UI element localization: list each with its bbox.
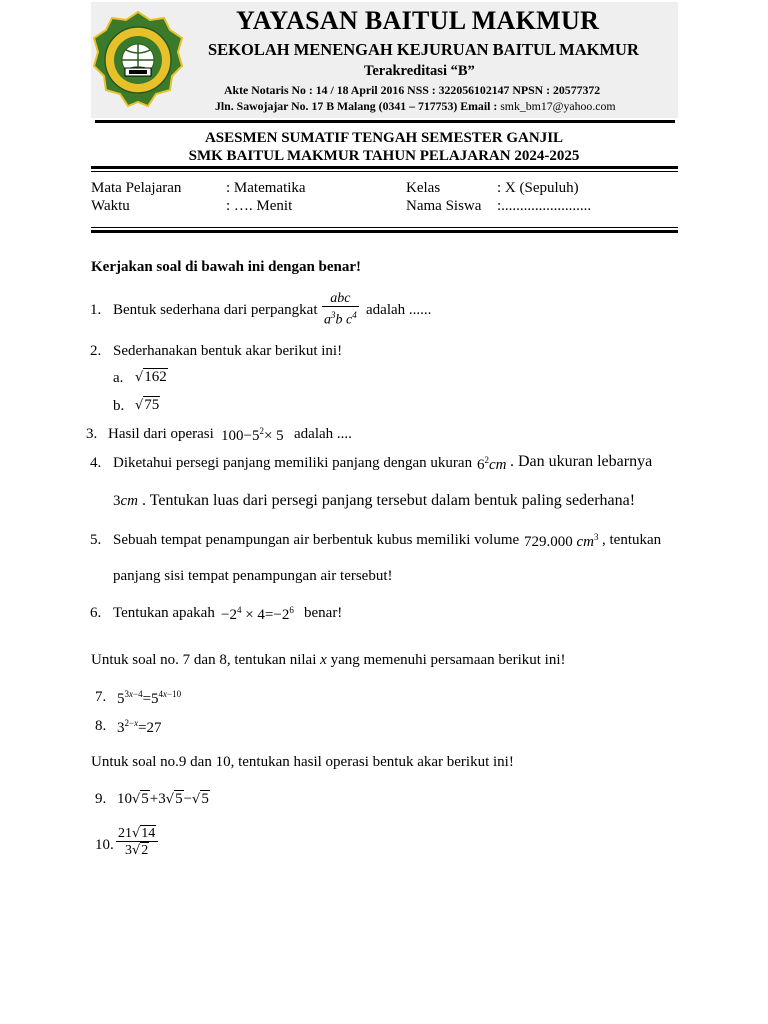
nama-value: :........................ (497, 198, 592, 214)
q8-expr: $3^{2-x}=27$ (117, 718, 162, 736)
divider (91, 230, 678, 233)
q3-after: adalah .... (294, 426, 352, 442)
divider (91, 166, 678, 169)
group78-text (91, 652, 566, 669)
q4-line2: . Tentukan luas dari persegi panjang tersebut dalam bentuk paling sederhana! (142, 492, 636, 509)
q4-after: . Dan ukuran lebarnya (510, 453, 653, 470)
q2b-radicand: 75 (144, 397, 160, 413)
foundation-name: YAYASAN BAITUL MAKMUR (236, 6, 600, 35)
exam-title: ASESMEN SUMATIF TENGAH SEMESTER GANJIL (204, 130, 564, 146)
q5-text: Sebuah tempat penampungan air berbentuk kubus memiliki volume (113, 532, 520, 548)
q4-text: Diketahui persegi panjang memiliki panjang dengan ukuran (113, 455, 473, 471)
q1-number: 1. (90, 302, 102, 318)
group78-lead: Untuk soal no. 7 dan 8, tentukan nilai (91, 652, 317, 668)
q9-number: 9. (95, 791, 107, 807)
group78-tail: yang memenuhi persamaan berikut ini! (330, 652, 566, 668)
q3-expr: $100-5^2\times 5$ (221, 426, 284, 444)
q9-expr: 10√5+3√5−√5 (117, 791, 209, 807)
q7-expr: $5^{3x-4}=5^{4x-10}$ (117, 689, 182, 707)
q4-width: 3cm (113, 493, 138, 509)
letterhead-rule (95, 120, 675, 123)
kelas-value: : X (Sepuluh) (497, 180, 579, 196)
q2b-expr: √75 (135, 397, 160, 413)
q2a-label: a. (113, 370, 124, 386)
q5-after: , tentukan (602, 532, 662, 548)
q2a-expr: √162 (135, 369, 167, 385)
q1-after: adalah ...... (366, 302, 432, 318)
divider (91, 171, 678, 172)
q10-numerator: 21√14 (116, 826, 158, 842)
q1-numerator: abc (322, 291, 359, 307)
q10-number: 10. (95, 837, 114, 853)
q1-fraction (322, 291, 359, 329)
q1-text: Bentuk sederhana dari perpangkat (113, 302, 318, 318)
q10-denominator: 3√2 (125, 843, 149, 858)
q6-expr: $-2^4 \times 4=-2^6$ (221, 605, 294, 623)
variable-x: x (320, 652, 327, 668)
q3-text: Hasil dari operasi (108, 426, 214, 442)
email-text: smk_bm17@yahoo.com (500, 99, 616, 113)
exam-subtitle: SMK BAITUL MAKMUR TAHUN PELAJARAN 2024-2025 (188, 148, 580, 164)
address-text: Jln. Sawojajar No. 17 B Malang (0341 – 717753) Email : (215, 99, 501, 113)
registration-line: Akte Notaris No : 14 / 18 April 2016 NSS : 322056102147 NPSN : 20577372 (224, 83, 601, 97)
q5-number: 5. (90, 532, 102, 548)
q3-number: 3. (86, 426, 98, 442)
divider (91, 227, 678, 228)
q5-volume-value: 729.000 (524, 534, 573, 550)
q2a-radicand: 162 (144, 369, 167, 385)
q8-number: 8. (95, 718, 107, 734)
school-name: SEKOLAH MENENGAH KEJURUAN BAITUL MAKMUR (208, 40, 639, 59)
group910-text: Untuk soal no.9 dan 10, tentukan hasil operasi bentuk akar berikut ini! (91, 754, 514, 770)
q7-number: 7. (95, 689, 107, 705)
address-line (215, 99, 616, 114)
q2b-label: b. (113, 398, 125, 414)
q10-fraction (116, 826, 158, 859)
instruction: Kerjakan soal di bawah ini dengan benar! (91, 259, 362, 275)
q6-text: Tentukan apakah (113, 605, 215, 621)
mapel-label: Mata Pelajaran (91, 180, 182, 196)
q6-after: benar! (304, 605, 343, 621)
kelas-label: Kelas (406, 180, 441, 196)
q1-denominator: $a^3b$ $c^4$ (324, 310, 357, 328)
waktu-label: Waktu (91, 198, 130, 214)
waktu-value: : …. Menit (226, 198, 293, 214)
accreditation: Terakreditasi “B” (364, 63, 475, 79)
q4-length: $6^2cm$ (477, 455, 507, 473)
q5-volume: 729.000 $cm^3$ (524, 532, 599, 550)
nama-label: Nama Siswa (406, 198, 482, 214)
school-logo (92, 10, 184, 114)
q2-text: Sederhanakan bentuk akar berikut ini! (113, 343, 343, 359)
q4-number: 4. (90, 455, 102, 471)
mapel-value: : Matematika (226, 180, 306, 196)
q5-line2: panjang sisi tempat penampungan air tersebut! (113, 568, 393, 584)
q2-number: 2. (90, 343, 102, 359)
q6-number: 6. (90, 605, 102, 621)
